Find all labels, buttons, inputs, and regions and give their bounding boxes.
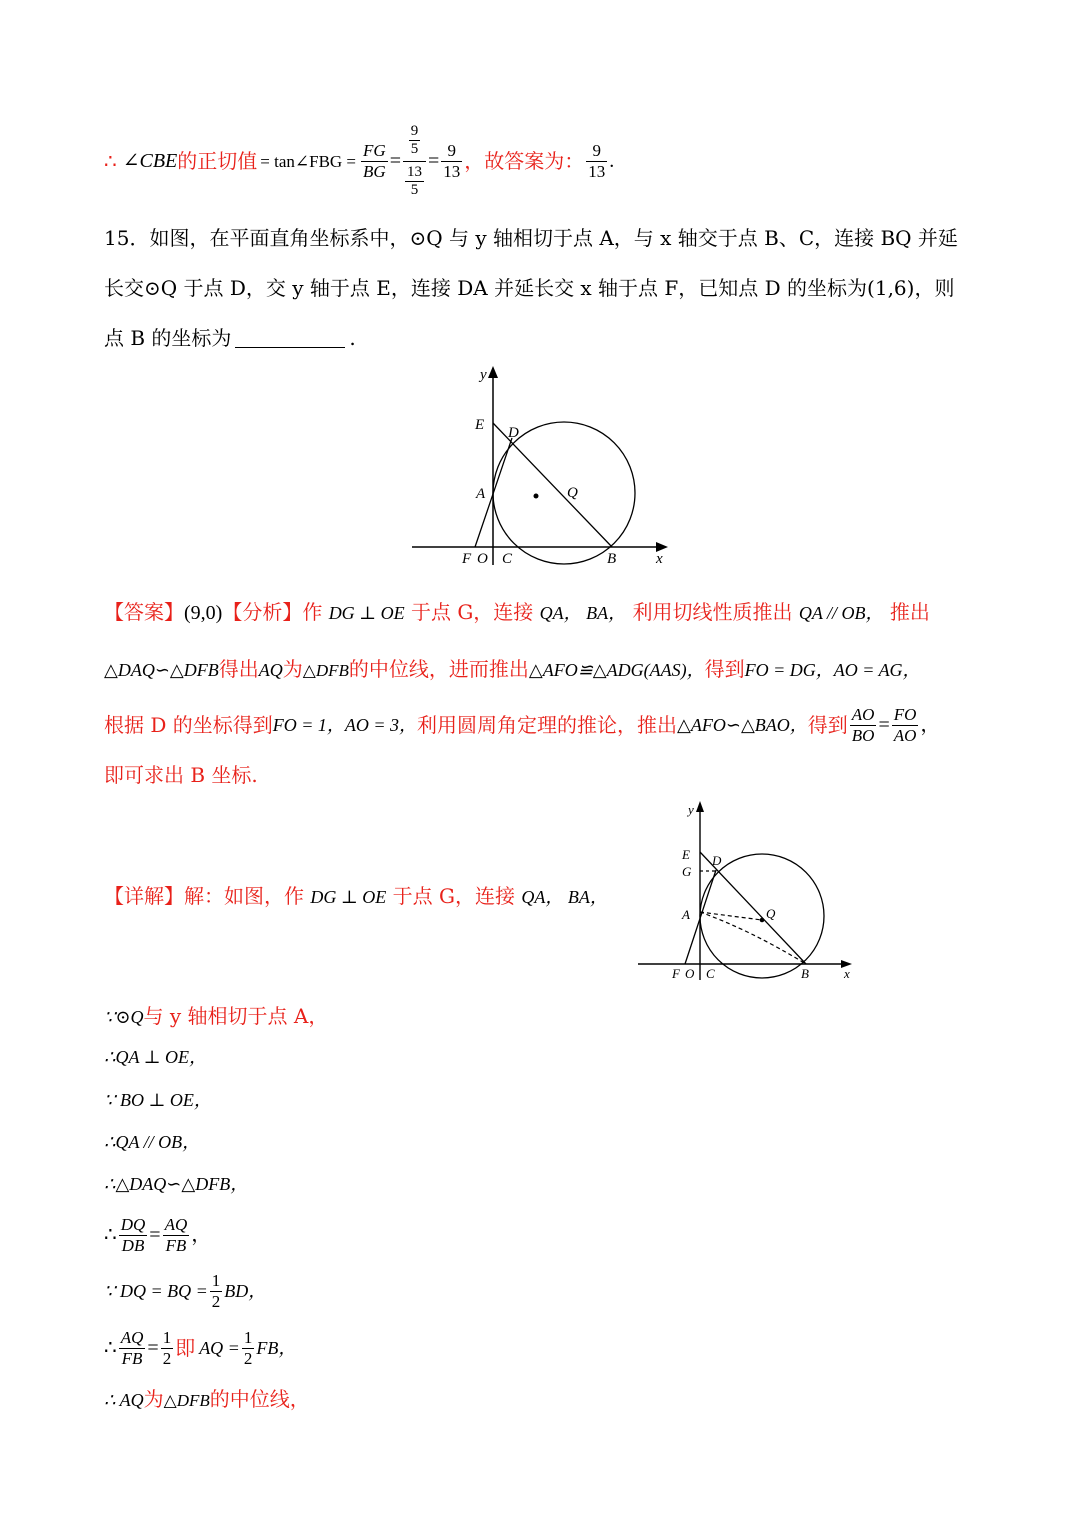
answer-line-4: 即可求出 B 坐标. (104, 763, 258, 787)
label-f: F (672, 966, 680, 981)
label-e: E (475, 417, 485, 433)
text: 的中位线，进而推出 (348, 657, 529, 681)
math: ∴ (104, 1224, 117, 1246)
math: △DFB (163, 1391, 210, 1410)
math: ∵ DQ = BQ = (104, 1281, 208, 1301)
text: 得到 (807, 713, 848, 737)
y-arrow-icon (696, 801, 704, 812)
text: 作 (302, 600, 323, 624)
label-e: E (682, 847, 690, 862)
detail-tag: 【详解】 (104, 884, 184, 908)
math: FB， (256, 1338, 297, 1358)
figure-2-diagram (630, 795, 860, 990)
label-y: y (480, 367, 487, 383)
line-eb (700, 852, 806, 964)
fraction-answer: $\frac{9}{13}$ (588, 140, 606, 181)
problem-question: 点 B 的坐标为 (104, 326, 232, 350)
answer-blank (235, 329, 345, 348)
text: 利用圆周角定理的推论，推出 (417, 713, 678, 737)
step-5: ∴△DAQ∽△DFB， (104, 1174, 249, 1194)
comma: ， (920, 714, 941, 736)
label-q: Q (766, 906, 776, 921)
text: 与 y 轴相切于点 A， (143, 1004, 329, 1028)
text: 利用切线性质推出 (632, 600, 793, 624)
label-q: Q (567, 485, 578, 501)
problem-line-2: 长交⊙Q 于点 D，交 y 轴于点 E，连接 DA 并延长交 x 轴于点 F，已知点 D 的坐标为(1,6)，则 (104, 276, 955, 300)
math-qa-ba: QA， BA， (521, 887, 608, 907)
math-dg-oe: DG ⊥ OE (328, 603, 405, 623)
step-6 (104, 1210, 211, 1260)
step-4: ∴QA // OB， (104, 1132, 201, 1152)
label-c: C (502, 551, 513, 567)
math-qa-ob: QA // OB， (798, 603, 884, 623)
answer-line-1 (104, 602, 930, 623)
circle-q (493, 422, 635, 564)
label-x: x (844, 966, 850, 981)
label-o: O (477, 551, 488, 567)
text: 解：如图，作 (184, 884, 304, 908)
fraction-one-half: $\frac{1}{2}$ (211, 1270, 221, 1311)
step-3: ∵ BO ⊥ OE， (104, 1090, 212, 1110)
center-q-dot (760, 918, 765, 923)
nested-fraction: $\frac{\frac{9}{5}}{\frac{13}{5}}$ (403, 123, 426, 199)
figure-1-diagram (400, 360, 680, 575)
math-fo-ao: FO = 1，AO = 3， (272, 715, 418, 735)
problem-line-3 (104, 328, 356, 348)
equals: = (147, 1337, 159, 1359)
math-triangle: △DFB (302, 661, 349, 680)
math: ∴ AQ (104, 1390, 144, 1410)
math-similar-2: △AFO∽△BAO， (677, 715, 808, 735)
fraction-fo-ao: $\frac{FO}{AO}$ (893, 704, 917, 745)
tangent-text: 的正切值 (177, 149, 258, 173)
problem-line-1: 15．如图，在平面直角坐标系中，⊙Q 与 y 轴相切于点 A，与 x 轴交于点 B、C，连接 BQ 并延 (104, 226, 958, 250)
text: 得到 (704, 657, 745, 681)
math: ∴ (104, 1337, 117, 1359)
label-o: O (685, 966, 695, 981)
analysis-tag: 【分析】 (222, 600, 303, 624)
text: 为 (143, 1387, 164, 1411)
equals: = (427, 150, 440, 172)
fraction-one-half: $\frac{1}{2}$ (243, 1327, 253, 1368)
label-d: D (508, 425, 519, 441)
top-formula-line (104, 118, 614, 204)
text: 即 (175, 1336, 196, 1360)
equals: = (389, 150, 401, 172)
math-dg-oe: DG ⊥ OE (310, 887, 387, 907)
fraction-fg-bg: $\frac{FG}{BG}$ (363, 140, 386, 181)
period: . (609, 150, 615, 172)
text: 于点 G，连接 (410, 600, 534, 624)
math-aq: AQ (258, 660, 283, 680)
detail-line (104, 886, 608, 906)
text: 为 (282, 657, 303, 681)
fraction-ao-bo: $\frac{AO}{BO}$ (851, 704, 875, 745)
tan-fbg: = tan∠FBG = (260, 151, 357, 171)
text: 得出 (218, 657, 259, 681)
label-f: F (462, 551, 472, 567)
label-d: D (712, 853, 722, 868)
math-fo-dg: FO = DG，AO = AG， (744, 660, 921, 680)
angle-cbe: ∠CBE (122, 150, 178, 172)
answer-is-text: ，故答案为： (464, 149, 585, 173)
math-congruent: △AFO≌△ADG(AAS)， (528, 660, 705, 680)
math-qa-ba: QA， BA， (539, 603, 627, 623)
equals: = (878, 714, 890, 736)
text: 于点 G，连接 (392, 884, 515, 908)
center-q-dot (534, 494, 539, 499)
label-a: A (476, 486, 486, 502)
label-b: B (607, 551, 617, 567)
line-ab (700, 912, 806, 964)
text: 推出 (889, 600, 930, 624)
fraction-dq-db: $\frac{DQ}{DB}$ (120, 1214, 146, 1255)
fraction-aq-fb: $\frac{AQ}{FB}$ (120, 1327, 144, 1368)
math: BD， (224, 1281, 267, 1301)
math-similar: △DAQ∽△DFB (104, 660, 219, 680)
answer-line-2 (104, 659, 921, 679)
step-8 (104, 1323, 296, 1373)
label-a: A (682, 907, 690, 922)
step-7 (104, 1266, 266, 1316)
step-1 (104, 1006, 328, 1026)
answer-line-3 (104, 700, 940, 750)
fraction-one-half: $\frac{1}{2}$ (162, 1327, 172, 1368)
label-c: C (706, 966, 715, 981)
math: AQ = (199, 1338, 240, 1358)
text: 根据 D 的坐标得到 (104, 713, 273, 737)
therefore-symbol: ∴ (104, 149, 117, 173)
step-2: ∴QA ⊥ OE， (104, 1047, 208, 1067)
label-x: x (656, 551, 663, 567)
equals: = (149, 1224, 161, 1246)
label-b: B (801, 966, 809, 981)
y-arrow-icon (488, 366, 498, 378)
label-g: G (682, 864, 692, 879)
answer-tag: 【答案】 (104, 600, 184, 624)
math: ∵⊙Q (104, 1007, 144, 1027)
fraction-result: $\frac{9}{13}$ (443, 140, 461, 181)
step-9 (104, 1389, 310, 1409)
period: . (349, 326, 356, 350)
label-y: y (688, 802, 694, 817)
text: 的中位线， (209, 1387, 310, 1411)
answer-value: (9,0) (184, 602, 223, 624)
fraction-aq-fb: $\frac{AQ}{FB}$ (164, 1214, 188, 1255)
comma: ， (191, 1224, 212, 1246)
circle-q (700, 854, 824, 978)
